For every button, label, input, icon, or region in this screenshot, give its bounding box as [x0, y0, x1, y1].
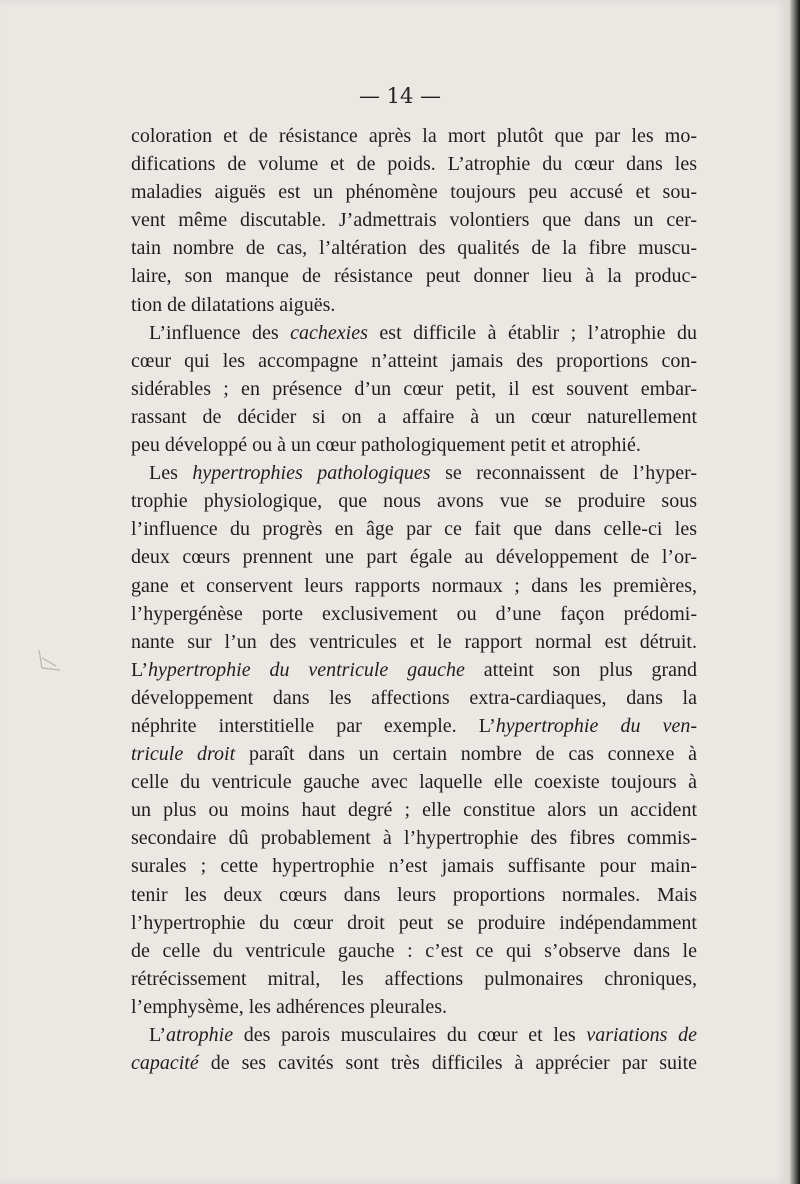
italic-term: capacité — [131, 1052, 199, 1075]
text-line: l’influence du progrès en âge par ce fait que dans celle-ci les — [131, 518, 697, 541]
text-line: tricule droit paraît dans un certain nombre de cas connexe à — [131, 743, 697, 766]
text-line: rétrécissement mitral, les affections pulmonaires chroniques, — [131, 967, 697, 990]
text-line: maladies aiguës est un phénomène toujours peu accusé et sou- — [131, 181, 697, 204]
text-line: nante sur l’un des ventricules et le rapport normal est détruit. — [131, 630, 697, 653]
text-line: tain nombre de cas, l’altération des qualités de la fibre muscu- — [131, 237, 697, 260]
italic-term: cachexies — [290, 321, 368, 344]
text-line: néphrite interstitielle par exemple. L’hypertrophie du ven- — [131, 714, 697, 737]
italic-term: variations de — [586, 1024, 697, 1046]
text-line: cœur qui les accompagne n’atteint jamais des proportions con- — [131, 349, 697, 372]
page-edge — [790, 0, 800, 1184]
italic-term: hypertrophie du ventricule gauche — [148, 658, 465, 681]
text-line: un plus ou moins haut degré ; elle constitue alors un accident — [131, 799, 697, 822]
pencil-mark-icon — [36, 648, 64, 674]
text-line: peu développé ou à un cœur pathologiquement petit et atrophié. — [131, 434, 641, 457]
italic-term: hypertrophies pathologiques — [192, 462, 431, 485]
italic-term: hypertrophie du ven- — [495, 714, 697, 737]
text-line: développement dans les affections extra-cardiaques, dans la — [131, 686, 697, 709]
text-line: l’emphysème, les adhérences pleurales. — [131, 995, 447, 1018]
text-line: laire, son manque de résistance peut donner lieu à la produc- — [131, 265, 697, 288]
text-line: tion de dilatations aiguës. — [131, 293, 336, 316]
text-line: difications de volume et de poids. L’atrophie du cœur dans les — [131, 153, 697, 176]
italic-term: tricule droit — [131, 743, 236, 766]
page-number: — 14 — — [358, 84, 442, 108]
text-line: l’hypergénèse porte exclusivement ou d’une façon prédomi- — [131, 602, 697, 625]
text-line: surales ; cette hypertrophie n’est jamais suffisante pour main- — [131, 855, 697, 878]
text-line: vent même discutable. J’admettrais volontiers que dans un cer- — [131, 209, 697, 232]
text-line: deux cœurs prennent une part égale au développement de l’or- — [131, 546, 697, 569]
text-line: L’hypertrophie du ventricule gauche atteint son plus grand — [131, 658, 697, 681]
text-line: tenir les deux cœurs dans leurs proportions normales. Mais — [131, 883, 697, 906]
text-line: trophie physiologique, que nous avons vue se produire sous — [131, 490, 697, 513]
body-text — [131, 122, 697, 1077]
italic-term: atrophie — [166, 1024, 234, 1046]
text-line: de celle du ventricule gauche : c’est ce qui s’observe dans le — [131, 939, 697, 962]
text-line: L’influence des cachexies est difficile à établir ; l’atrophie du — [149, 321, 698, 344]
text-line: gane et conservent leurs rapports normaux ; dans les premières, — [131, 574, 697, 597]
text-line: l’hypertrophie du cœur droit peut se produire indépendamment — [131, 911, 697, 934]
text-line: Les hypertrophies pathologiques se reconnaissent de l’hyper- — [149, 462, 697, 485]
text-line: rassant de décider si on a affaire à un cœur naturellement — [131, 405, 697, 428]
text-line: celle du ventricule gauche avec laquelle elle coexiste toujours à — [131, 771, 697, 794]
text-line: secondaire dû probablement à l’hypertrophie des fibres commis- — [131, 827, 697, 850]
text-line: capacité de ses cavités sont très difficiles à apprécier par suite — [131, 1052, 697, 1075]
text-line: coloration et de résistance après la mort plutôt que par les mo- — [131, 125, 697, 147]
text-line: sidérables ; en présence d’un cœur petit, il est souvent embar- — [131, 377, 697, 400]
text-line: L’atrophie des parois musculaires du cœur et les variations de — [149, 1024, 697, 1046]
